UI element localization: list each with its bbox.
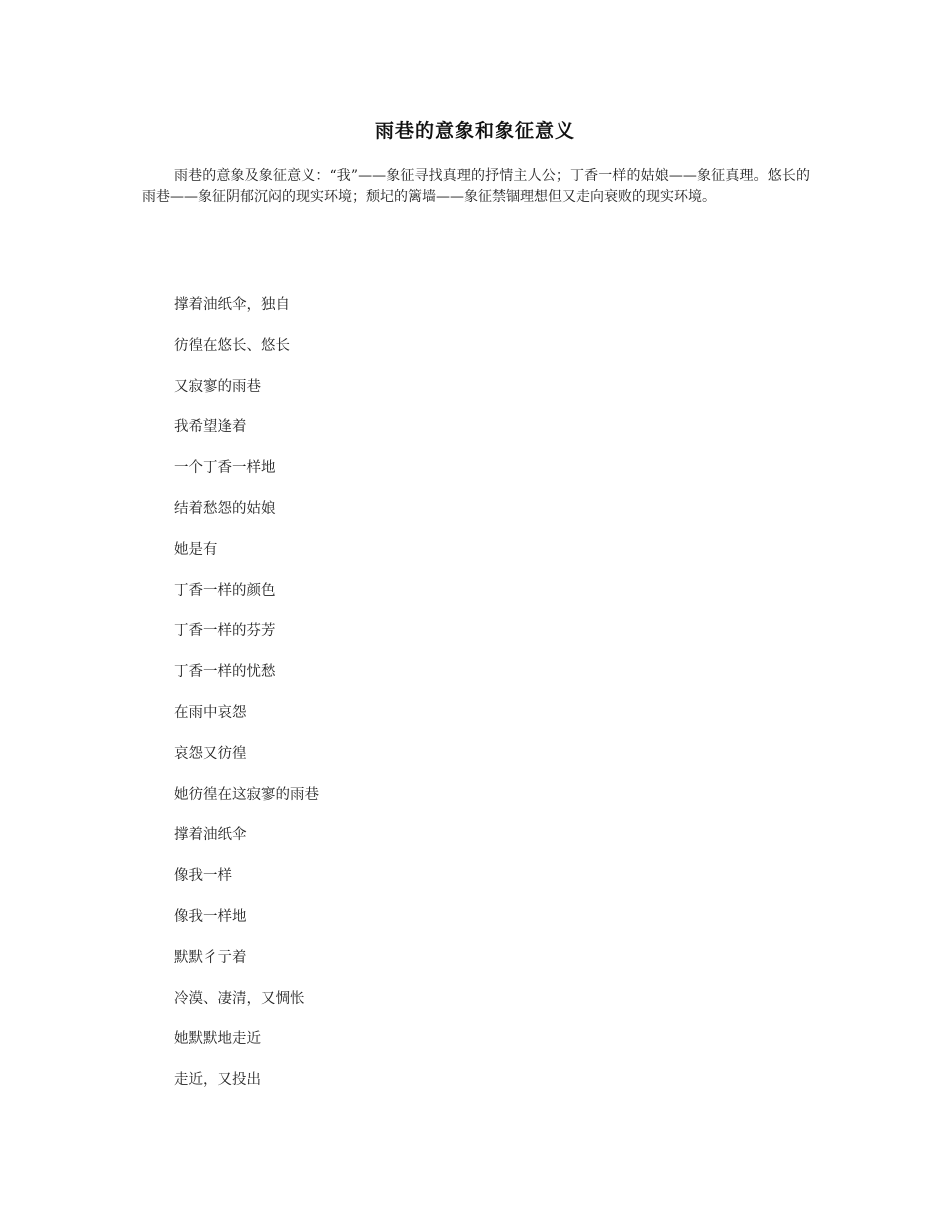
poem-line: 默默彳亍着: [174, 949, 247, 966]
poem-line: 哀怨又彷徨: [174, 745, 247, 762]
intro-paragraph: 雨巷的意象及象征意义：“我”——象征寻找真理的抒情主人公；丁香一样的姑娘——象征真理。悠长的雨巷——象征阴郁沉闷的现实环境；颓圮的篱墙——象征禁锢理想但又走向衰败的现实环境。: [142, 168, 810, 205]
poem-line: 走近，又投出: [174, 1072, 261, 1089]
poem-line: 撑着油纸伞，独自: [174, 297, 290, 313]
poem-line: 又寂寥的雨巷: [174, 378, 261, 395]
poem-line: 像我一样: [174, 868, 232, 885]
poem-line: 丁香一样的颜色: [174, 582, 276, 599]
poem-lines: [174, 293, 319, 1109]
document-title: 雨巷的意象和象征意义: [374, 120, 575, 142]
poem-line: 结着愁怨的姑娘: [174, 500, 276, 517]
poem-line: 撑着油纸伞: [174, 827, 247, 844]
poem-line: 丁香一样的芬芳: [174, 623, 276, 640]
poem-line: 我希望逢着: [174, 419, 247, 436]
poem-line: 冷漠、凄清，又惆怅: [174, 990, 305, 1007]
poem-line: 她是有: [174, 541, 218, 558]
poem-line: 她彷徨在这寂寥的雨巷: [174, 786, 319, 803]
poem-line: 像我一样地: [174, 908, 247, 925]
poem-line: 她默默地走近: [174, 1031, 261, 1048]
poem-line: 一个丁香一样地: [174, 460, 276, 477]
poem-line: 在雨中哀怨: [174, 704, 247, 721]
poem-line: 丁香一样的忧愁: [174, 664, 276, 681]
poem-line: 彷徨在悠长、悠长: [174, 337, 290, 354]
